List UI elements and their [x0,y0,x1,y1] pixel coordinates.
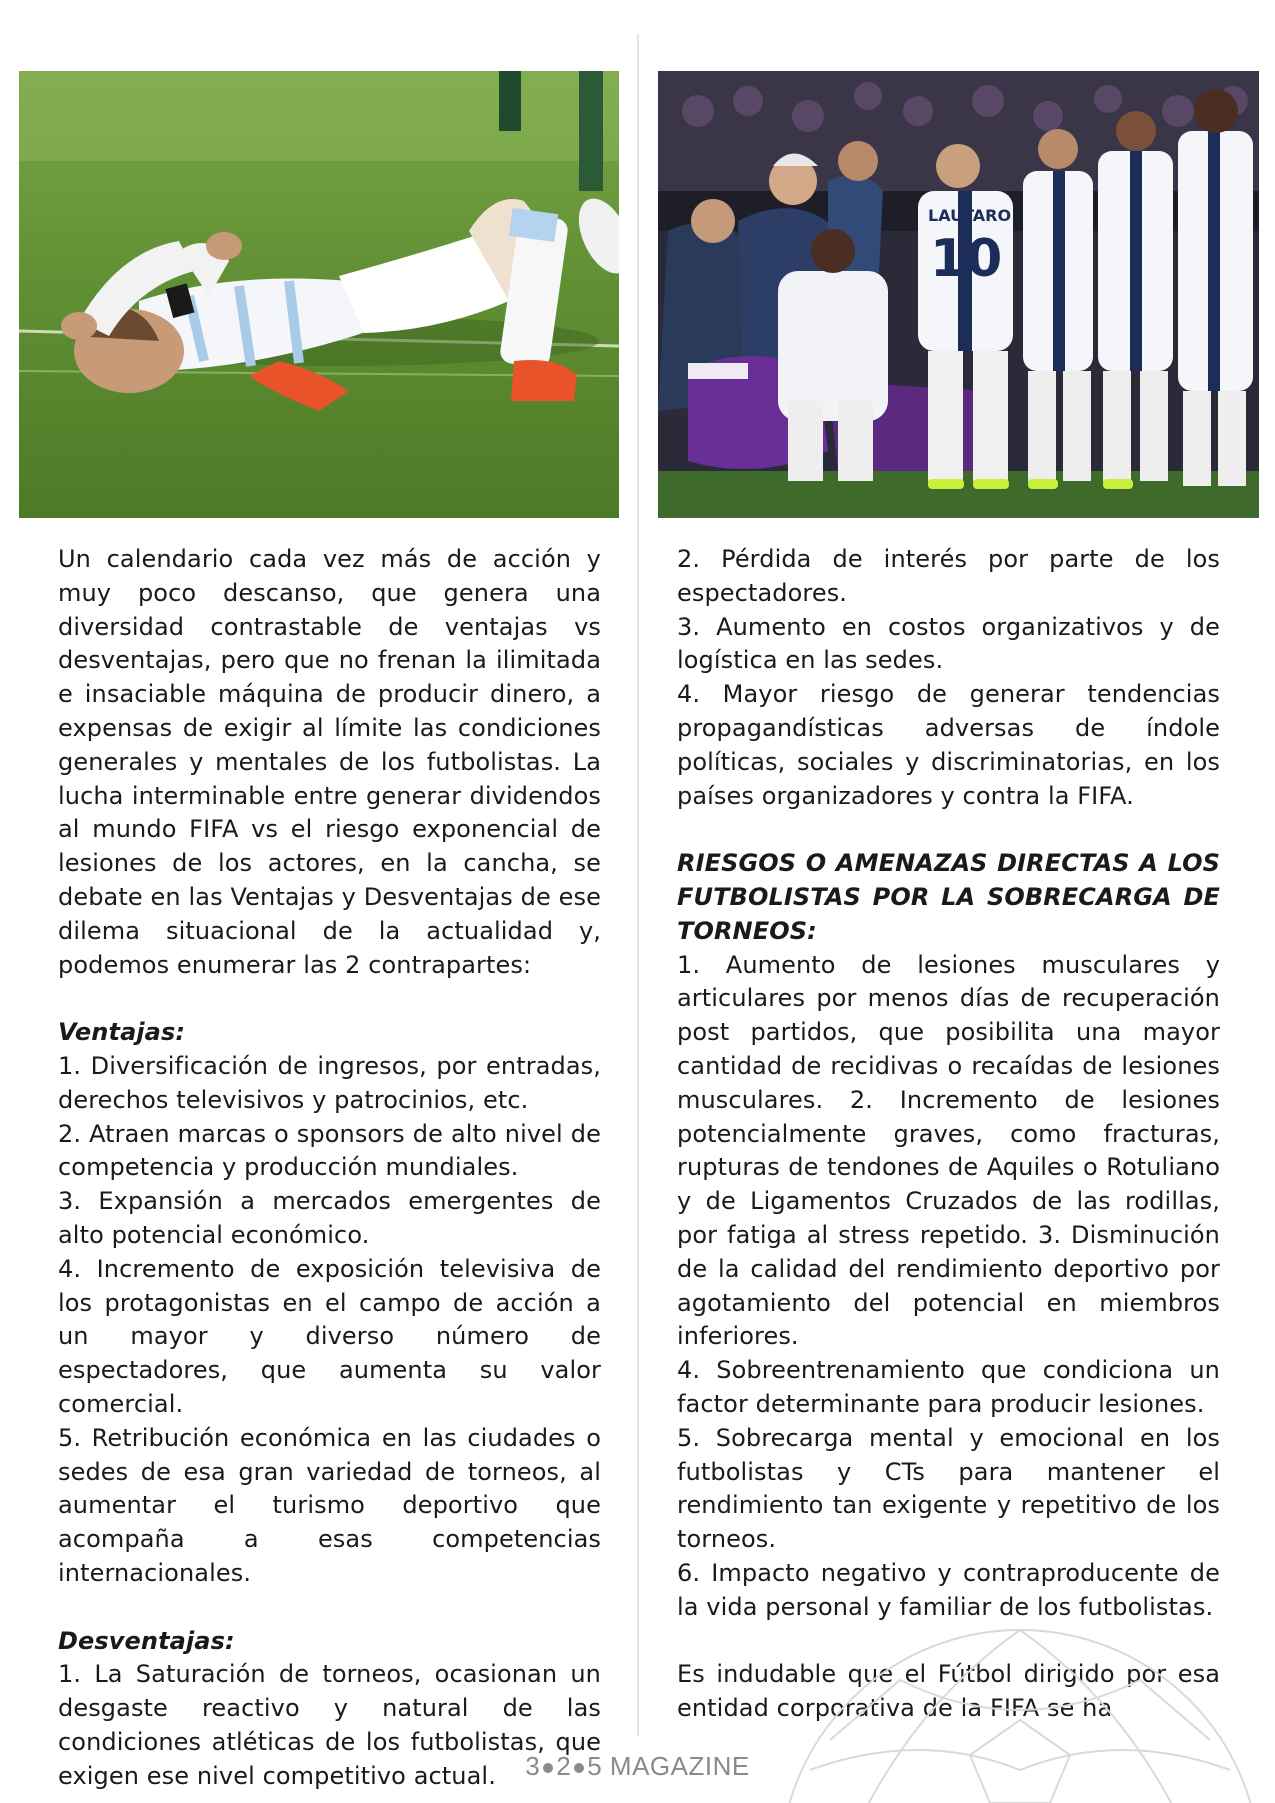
dot-icon [543,1763,553,1773]
footer-digit: 2 [556,1751,572,1781]
riesgo-item: 6. Impacto negativo y contraproducente de la vida personal y familiar de los futbolistas. [677,1558,1220,1621]
ventaja-item: 2. Atraen marcas o sponsors de alto nivel de competencia y producción mundiales. [58,1119,601,1182]
ventaja-item: 5. Retribución económica en las ciudades o sedes de esa gran variedad de torneos, al aumentar el turismo deportivo que acompaña a esas competencias internacionales. [58,1423,601,1587]
jersey-number: 10 [930,229,1003,289]
riesgo-item: 1. Aumento de lesiones musculares y articulares por menos días de recuperación post partidos, que posibilita una mayor cantidad de recidivas o recaídas de lesiones musculares. 2. Incremento de lesiones potencialmente graves, como fracturas, rupturas de tendones de Aquiles o Rotuliano y de Ligamentos Cruzados de las rodillas, por fatiga al stress repetido. 3. Disminución de la calidad del rendimiento deportivo por agotamiento del potencial en miembros inferiores. [677,950,1220,1351]
column-divider [637,34,639,1736]
ventaja-item: 3. Expansión a mercados emergentes de alto potencial económico. [58,1187,601,1249]
footer-digit: 5 [587,1751,603,1781]
desventaja-item: 4. Mayor riesgo de generar tendencias propagandísticas adversas de índole políticas, sociales y discriminatorias, en los países organizadores y contra la FIFA. [677,680,1220,810]
right-text-column [677,543,1220,1726]
footer-magazine-label: MAGAZINE [609,1751,750,1781]
desventaja-item: 3. Aumento en costos organizativos y de logística en las sedes. [677,612,1220,675]
riesgo-item: 4. Sobreentrenamiento que condiciona un factor determinante para producir lesiones. [677,1356,1220,1418]
ventajas-heading: Ventajas: [58,1018,186,1047]
closing-paragraph: Es indudable que el Fútbol dirigido por esa entidad corporativa de la FIFA se ha [677,1660,1220,1723]
riesgos-heading: RIESGOS O AMENAZAS DIRECTAS A LOS FUTBOLISTAS POR LA SOBRECARGA DE TORNEOS: [677,849,1220,945]
intro-paragraph: Un calendario cada vez más de acción y muy poco descanso, que genera una diversidad contrastable de ventajas vs desventajas, pero que no frenan la ilimitada e insaciable máquina de producir dinero, a expensas de exigir al límite las condiciones generales y mentales de los futbolistas. La lucha interminable entre generar dividendos al mundo FIFA vs el riesgo exponencial de lesiones de los actores, en la cancha, se debate en las Ventajas y Desventajas de ese dilema situacional de la actualidad y, podemos enumerar las 2 contrapartes: [58,545,601,979]
ventaja-item: 4. Incremento de exposición televisiva de los protagonistas en el campo de acción a un mayor y diverso número de espectadores, que aumenta su valor comercial. [58,1254,601,1418]
desventaja-item: 2. Pérdida de interés por parte de los espectadores. [677,545,1220,607]
riesgo-item: 5. Sobrecarga mental y emocional en los futbolistas y CTs para mantener el rendimiento tan exigente y repetitivo de los torneos. [677,1423,1220,1554]
players-gathered-photo [658,71,1259,518]
dot-icon [574,1763,584,1773]
desventaja-item: 1. La Saturación de torneos, ocasionan un desgaste reactivo y natural de las condiciones atléticas de los futbolistas, que exigen ese nivel competitivo actual. [58,1660,601,1790]
injured-player-photo [19,71,619,518]
magazine-footer [0,1751,1275,1782]
left-text-column [58,543,601,1793]
footer-digit: 3 [525,1751,541,1781]
ventaja-item: 1. Diversificación de ingresos, por entradas, derechos televisivos y patrocinios, etc. [58,1051,601,1114]
jersey-name: LAUTARO [928,206,1012,225]
desventajas-heading: Desventajas: [58,1626,235,1655]
